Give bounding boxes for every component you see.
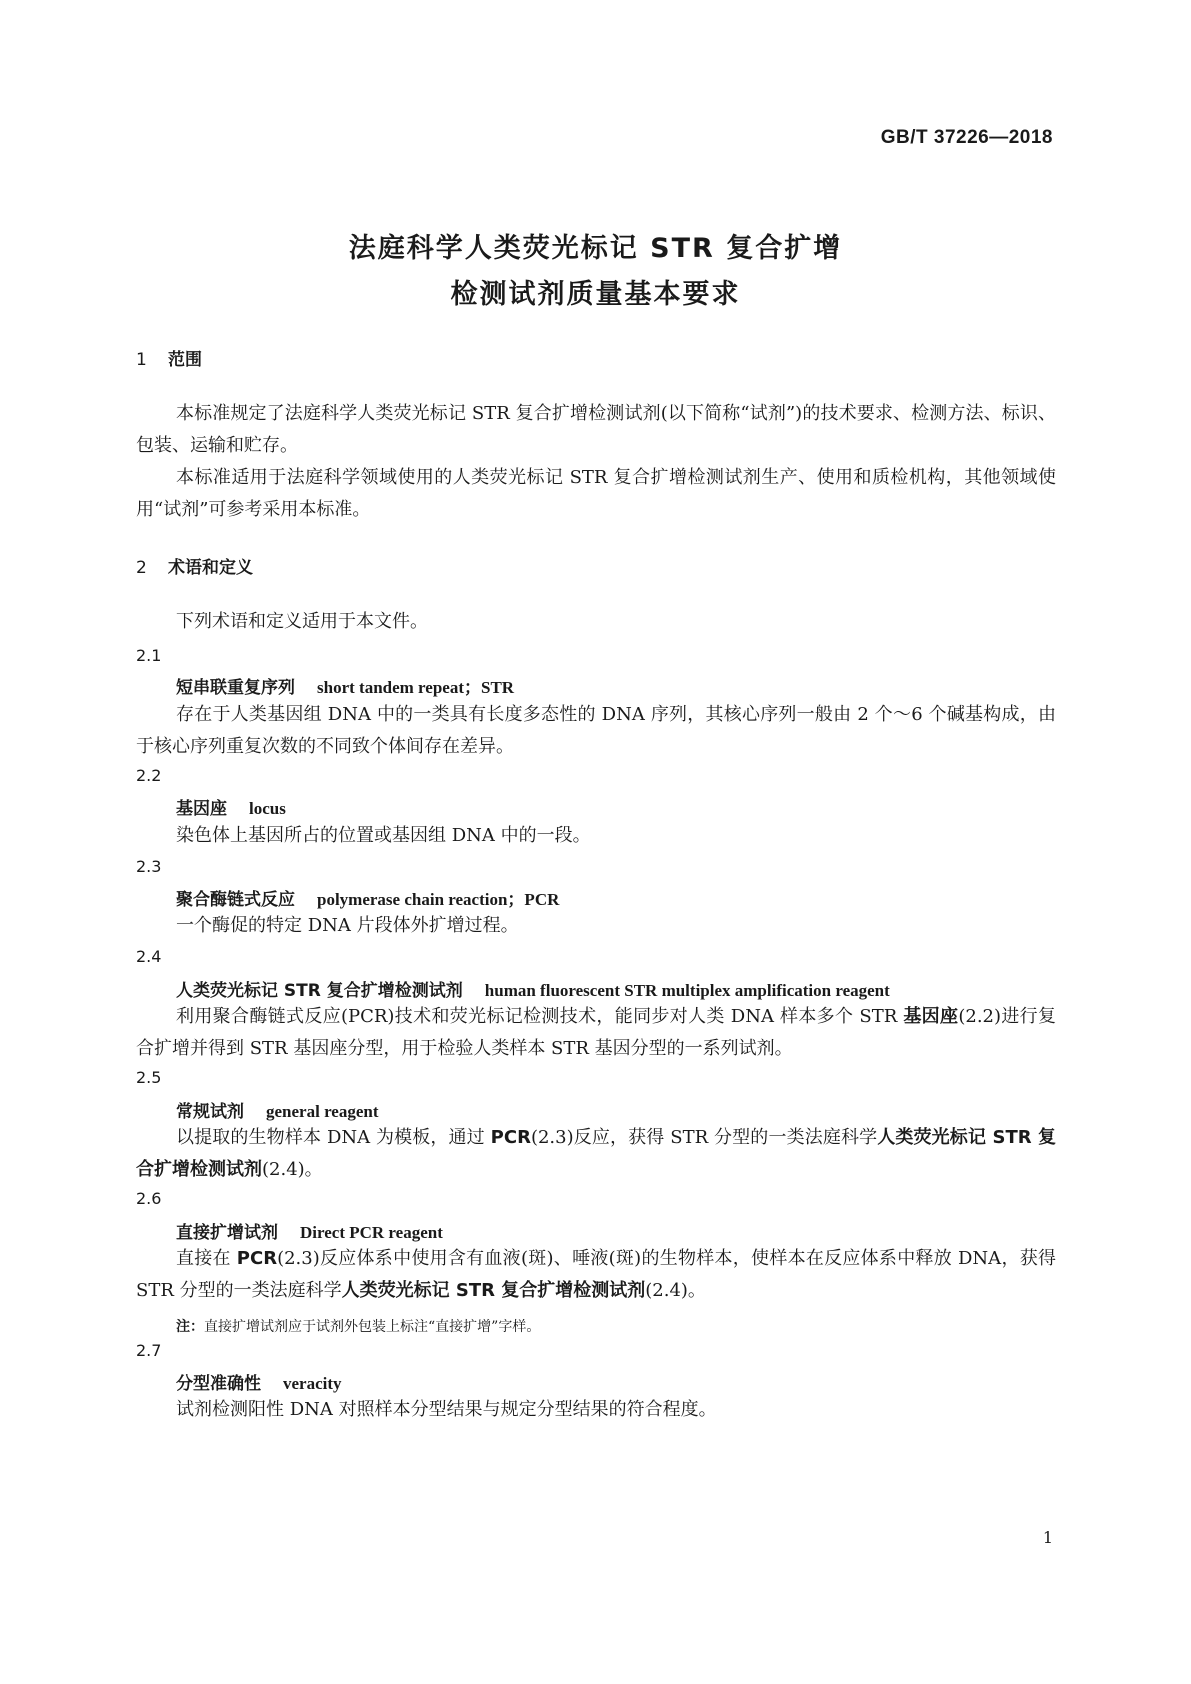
section-title: 术语和定义	[168, 558, 253, 578]
definition-text: 以提取的生物样本 DNA 为模板，通过	[176, 1127, 491, 1148]
term-heading	[176, 885, 559, 910]
term-english: locus	[249, 799, 286, 818]
section-1-heading	[136, 345, 202, 370]
section-number: 1	[136, 350, 147, 370]
definition-text: (2.4)。	[645, 1280, 706, 1301]
term-definition	[136, 1243, 1056, 1307]
definition-text: (2.2)进行复合扩增并得到 STR 基因座分型，用于检验人类样本 STR 基因分型的一系列试剂。	[136, 1006, 1057, 1059]
term-english: general reagent	[266, 1102, 379, 1121]
note-text: 直接扩增试剂应于试剂外包装上标注“直接扩增”字样。	[204, 1319, 541, 1335]
document-title-line2: 检测试剂质量基本要求	[450, 279, 741, 310]
term-chinese: 常规试剂	[176, 1102, 244, 1122]
term-english: polymerase chain reaction；PCR	[317, 890, 560, 909]
section-number: 2	[136, 558, 147, 578]
clause-number: 2.2	[136, 766, 162, 785]
term-chinese: 人类荧光标记 STR 复合扩增检测试剂	[176, 981, 463, 1001]
term-chinese: 聚合酶链式反应	[176, 890, 295, 910]
clause-number: 2.7	[136, 1341, 162, 1360]
term-definition: 试剂检测阳性 DNA 对照样本分型结果与规定分型结果的符合程度。	[176, 1399, 717, 1420]
clause-number: 2.3	[136, 857, 162, 876]
definition-text: 利用聚合酶链式反应(PCR)技术和荧光标记检测技术，能同步对人类 DNA 样本多个 STR	[176, 1006, 904, 1027]
term-english: veracity	[283, 1374, 342, 1393]
term-heading	[176, 976, 890, 1001]
term-definition: 一个酶促的特定 DNA 片段体外扩增过程。	[176, 915, 519, 936]
note-label: 注：	[176, 1319, 204, 1335]
standard-code: GB/T 37226—2018	[880, 127, 1053, 148]
section-2-heading	[136, 553, 253, 578]
term-reference: 人类荧光标记 STR 复合扩增检测试剂	[136, 1127, 1056, 1180]
clause-number: 2.1	[136, 646, 162, 665]
document-title-line1: 法庭科学人类荧光标记 STR 复合扩增	[348, 233, 843, 264]
term-heading	[176, 1218, 443, 1243]
term-reference: 人类荧光标记 STR 复合扩增检测试剂	[341, 1280, 646, 1301]
page-number: 1	[1042, 1528, 1053, 1547]
scope-paragraph-2: 本标准适用于法庭科学领域使用的人类荧光标记 STR 复合扩增检测试剂生产、使用和质检机构，其他领域使用“试剂”可参考采用本标准。	[136, 467, 1056, 520]
term-english: Direct PCR reagent	[300, 1223, 443, 1242]
definition-text: (2.3)反应体系中使用含有血液(斑)、唾液(斑)的生物样本，使样本在反应体系中释放 DNA，获得 STR 分型的一类法庭科学	[136, 1248, 1056, 1301]
term-definition: 染色体上基因所占的位置或基因组 DNA 中的一段。	[176, 825, 591, 846]
term-reference: PCR	[490, 1127, 531, 1148]
clause-number: 2.5	[136, 1068, 162, 1087]
term-chinese: 直接扩增试剂	[176, 1223, 278, 1243]
term-heading	[176, 794, 286, 819]
term-heading	[176, 673, 514, 698]
term-heading	[176, 1369, 342, 1394]
term-definition	[136, 1122, 1056, 1186]
definition-text: (2.3)反应，获得 STR 分型的一类法庭科学	[530, 1127, 878, 1148]
terms-intro: 下列术语和定义适用于本文件。	[176, 611, 428, 632]
term-english: human fluorescent STR multiplex amplification reagent	[484, 981, 890, 1000]
term-english: short tandem repeat；STR	[317, 678, 515, 697]
term-reference: PCR	[236, 1248, 278, 1269]
section-title: 范围	[168, 350, 202, 370]
definition-text: 直接在	[176, 1248, 237, 1269]
term-reference: 基因座	[903, 1006, 959, 1027]
clause-number: 2.6	[136, 1189, 162, 1208]
term-definition: 存在于人类基因组 DNA 中的一类具有长度多态性的 DNA 序列，其核心序列一般由 2 个～6 个碱基构成，由于核心序列重复次数的不同致个体间存在差异。	[136, 704, 1056, 757]
scope-paragraph-1: 本标准规定了法庭科学人类荧光标记 STR 复合扩增检测试剂(以下简称“试剂”)的技术要求、检测方法、标识、包装、运输和贮存。	[136, 403, 1056, 456]
term-heading	[176, 1097, 379, 1122]
term-chinese: 短串联重复序列	[176, 678, 295, 698]
term-chinese: 分型准确性	[176, 1374, 261, 1394]
clause-number: 2.4	[136, 947, 162, 966]
term-chinese: 基因座	[176, 799, 227, 819]
note	[176, 1316, 540, 1336]
definition-text: (2.4)。	[262, 1159, 323, 1180]
term-definition	[136, 1001, 1056, 1065]
